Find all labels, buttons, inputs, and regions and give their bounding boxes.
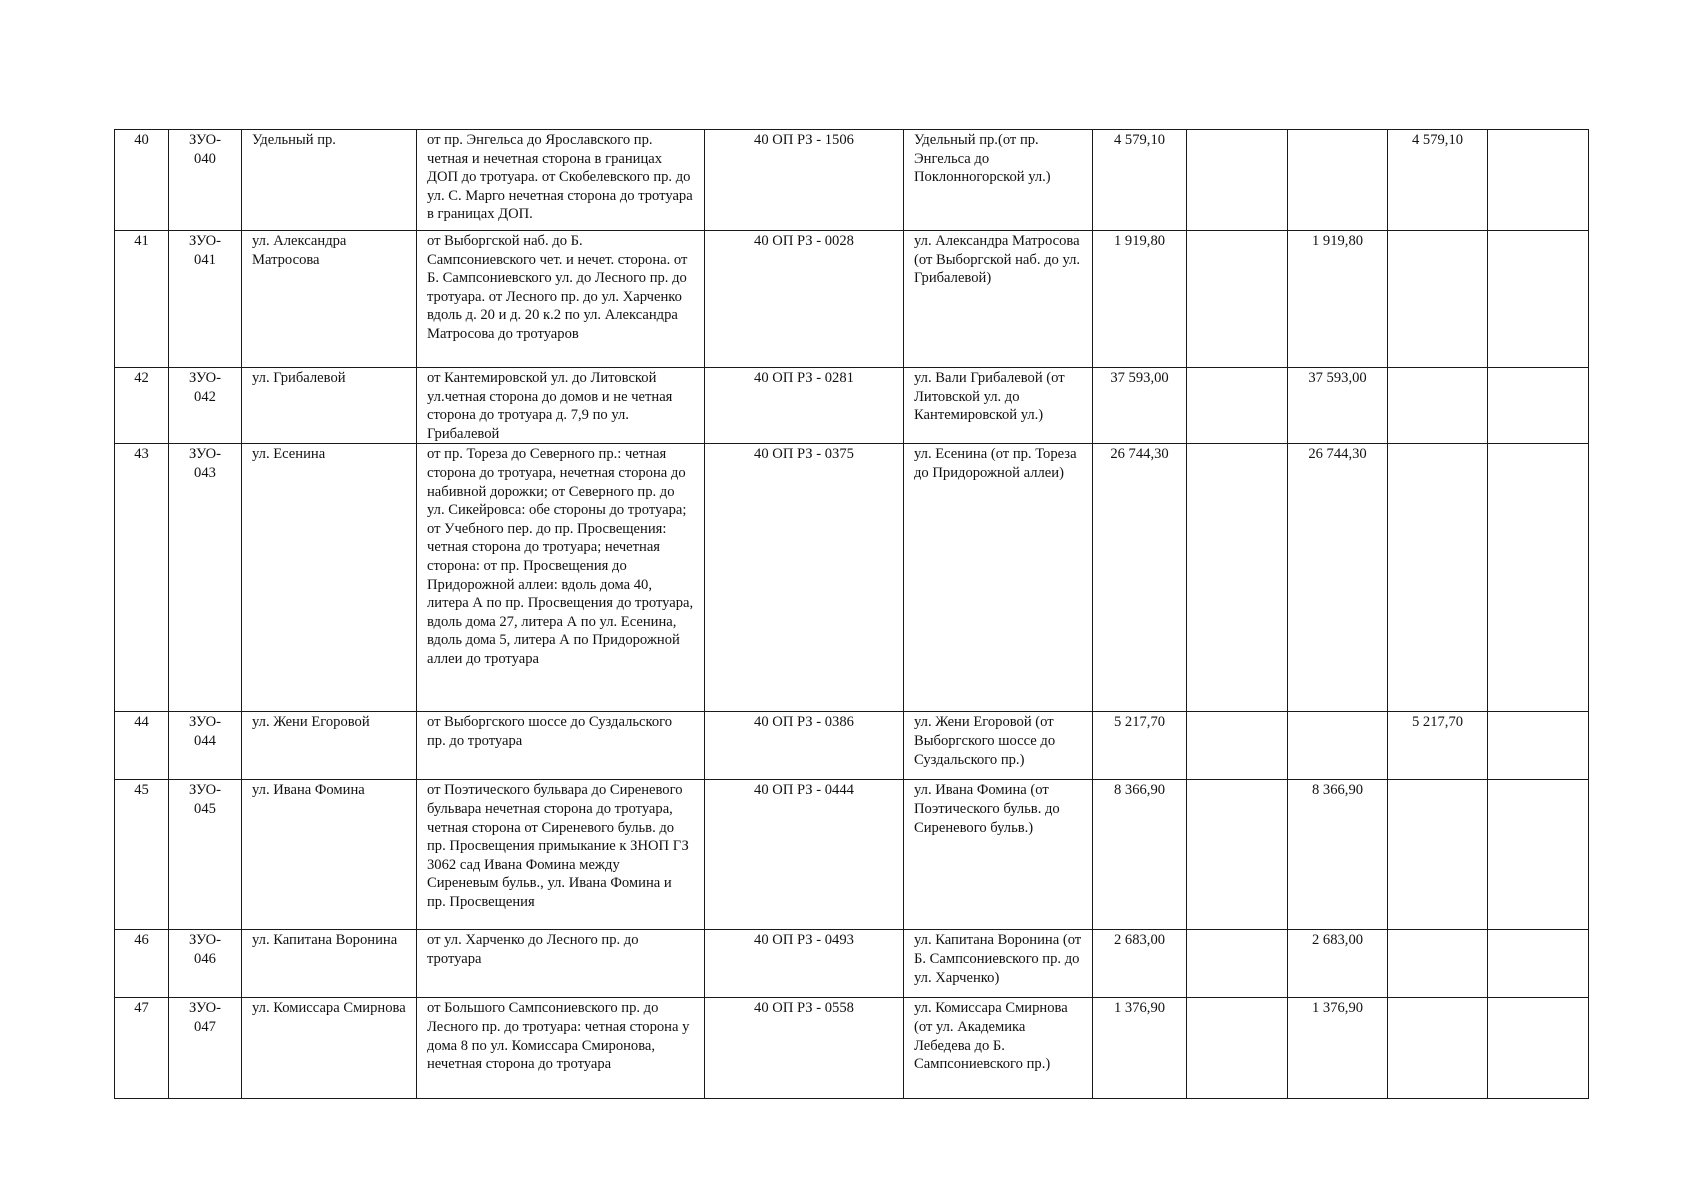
cell-object-code <box>169 712 242 780</box>
cell-registry-number <box>705 998 904 1099</box>
cell-value-col-2 <box>1288 444 1388 712</box>
value-col-2-text: 1 919,80 <box>1311 233 1364 249</box>
total-area-text: 4 579,10 <box>1113 132 1166 148</box>
boundary-description-text: от ул. Харченко до Лесного пр. до тротуара <box>427 932 639 967</box>
cell-value-col-4 <box>1488 930 1589 998</box>
table-row <box>115 130 1589 231</box>
cell-total-area <box>1093 444 1187 712</box>
registry-number-text: 40 ОП РЗ - 0028 <box>754 233 854 249</box>
value-col-2-text: 8 366,90 <box>1311 782 1364 799</box>
row-number-text: 45 <box>134 782 149 799</box>
cell-boundary-description <box>417 998 705 1099</box>
cell-value-col-2 <box>1288 998 1388 1099</box>
object-code-text: ЗУО- 043 <box>189 446 221 481</box>
street-name-text: ул. Жени Егоровой <box>252 714 370 731</box>
registry-number-text: 40 ОП РЗ - 0558 <box>754 1000 854 1017</box>
cell-row-number <box>115 998 169 1099</box>
road-segment-text: ул. Александра Матросова (от Выборгской наб. до ул. Грибалевой) <box>914 233 1081 287</box>
total-area-text: 2 683,00 <box>1113 932 1166 949</box>
cell-value-col-2 <box>1288 130 1388 231</box>
street-name-text: ул. Капитана Воронина <box>252 932 398 949</box>
road-segment-text: Удельный пр.(от пр. Энгельса до Поклонногорской ул.) <box>914 132 1051 186</box>
cell-road-segment <box>904 930 1093 998</box>
value-col-2-text: 1 376,90 <box>1311 1000 1364 1017</box>
cell-value-col-1 <box>1187 998 1288 1099</box>
street-name-text: ул. Комиссара Смирнова <box>252 1000 406 1017</box>
cell-registry-number <box>705 930 904 998</box>
cell-value-col-3 <box>1388 998 1488 1099</box>
cell-registry-number <box>705 368 904 444</box>
street-name-text: ул. Ивана Фомина <box>252 782 365 799</box>
total-area-text: 26 744,30 <box>1110 446 1169 463</box>
cell-street-name <box>242 998 417 1099</box>
value-col-2-text: 26 744,30 <box>1308 446 1367 463</box>
cell-row-number <box>115 444 169 712</box>
cell-total-area <box>1093 712 1187 780</box>
cell-row-number <box>115 130 169 231</box>
cell-object-code <box>169 444 242 712</box>
cell-street-name <box>242 930 417 998</box>
cell-row-number <box>115 368 169 444</box>
object-code-text: ЗУО- 046 <box>189 932 221 967</box>
cell-road-segment <box>904 998 1093 1099</box>
object-code-text: ЗУО- 045 <box>189 782 221 817</box>
value-col-2-text: 2 683,00 <box>1311 932 1364 949</box>
cell-object-code <box>169 780 242 930</box>
cell-value-col-1 <box>1187 444 1288 712</box>
boundary-description-text: от Поэтического бульвара до Сиреневого бульвара нечетная сторона до тротуара, четная сторона от Сиреневого бульв. до пр. Просвещения примыкание к ЗНОП ГЗ 3062 сад Ивана Фомина между Сиреневым бульв., ул. Ивана Фомина и пр. Просвещения <box>427 782 689 910</box>
cell-street-name <box>242 780 417 930</box>
cell-registry-number <box>705 444 904 712</box>
street-name-text: ул. Грибалевой <box>252 370 346 386</box>
cell-total-area <box>1093 780 1187 930</box>
road-segment-text: ул. Капитана Воронина (от Б. Сампсониевского пр. до ул. Харченко) <box>914 932 1082 986</box>
cell-value-col-1 <box>1187 368 1288 444</box>
cell-value-col-4 <box>1488 368 1589 444</box>
cell-street-name <box>242 231 417 368</box>
cell-registry-number <box>705 130 904 231</box>
cell-boundary-description <box>417 780 705 930</box>
boundary-description-text: от пр. Энгельса до Ярославского пр. четная и нечетная сторона в границах ДОП до тротуара. от Скобелевского пр. до ул. С. Марго нечетная сторона до тротуара в границах ДОП. <box>427 132 693 223</box>
boundary-description-text: от пр. Тореза до Северного пр.: четная сторона до тротуара, нечетная сторона до набивной дорожки; от Северного пр. до ул. Сикейровса: обе стороны до тротуара; от Учебного пер. до пр. Просвещения: четная сторона до тротуара; нечетная сторона: от пр. Просвещения до Придорожной аллеи: вдоль дома 40, литера А по пр. Просвещения до тротуара, вдоль дома 27, литера А по ул. Есенина, вдоль дома 5, литера А по Придорожной аллеи до тротуара <box>427 446 694 667</box>
object-code-text: ЗУО- 042 <box>189 370 221 405</box>
cell-value-col-2 <box>1288 712 1388 780</box>
cell-registry-number <box>705 231 904 368</box>
cell-value-col-1 <box>1187 130 1288 231</box>
row-number-text: 42 <box>134 370 149 386</box>
document-table <box>114 129 1589 1099</box>
street-name-text: ул. Александра Матросова <box>252 233 347 268</box>
table-row <box>115 231 1589 368</box>
cell-value-col-3 <box>1388 231 1488 368</box>
cell-road-segment <box>904 368 1093 444</box>
cell-street-name <box>242 444 417 712</box>
cell-total-area <box>1093 930 1187 998</box>
row-number-text: 40 <box>134 132 149 148</box>
cell-value-col-1 <box>1187 231 1288 368</box>
total-area-text: 1 919,80 <box>1113 233 1166 249</box>
row-number-text: 43 <box>134 446 149 463</box>
road-segment-text: ул. Жени Егоровой (от Выборгского шоссе до Суздальского пр.) <box>914 714 1056 768</box>
row-number-text: 47 <box>134 1000 149 1017</box>
cell-value-col-4 <box>1488 712 1589 780</box>
cell-value-col-2 <box>1288 930 1388 998</box>
boundary-description-text: от Большого Сампсониевского пр. до Лесного пр. до тротуара: четная сторона у дома 8 по ул. Комиссара Смиронова, нечетная сторона до тротуара <box>427 1000 690 1073</box>
cell-value-col-3 <box>1388 930 1488 998</box>
road-segment-text: ул. Есенина (от пр. Тореза до Придорожной аллеи) <box>914 446 1077 481</box>
registry-number-text: 40 ОП РЗ - 1506 <box>754 132 854 148</box>
table-row <box>115 368 1589 444</box>
cell-row-number <box>115 231 169 368</box>
road-segment-text: ул. Ивана Фомина (от Поэтического бульв. до Сиреневого бульв.) <box>914 782 1060 836</box>
registry-number-text: 40 ОП РЗ - 0281 <box>754 370 854 386</box>
cell-object-code <box>169 231 242 368</box>
cell-object-code <box>169 368 242 444</box>
road-segment-text: ул. Комиссара Смирнова (от ул. Академика Лебедева до Б. Сампсониевского пр.) <box>914 1000 1068 1073</box>
object-code-text: ЗУО- 040 <box>189 132 221 167</box>
registry-number-text: 40 ОП РЗ - 0375 <box>754 446 854 463</box>
cell-boundary-description <box>417 712 705 780</box>
cell-street-name <box>242 368 417 444</box>
cell-road-segment <box>904 444 1093 712</box>
cell-boundary-description <box>417 444 705 712</box>
total-area-text: 5 217,70 <box>1113 714 1166 731</box>
cell-value-col-1 <box>1187 930 1288 998</box>
cell-street-name <box>242 712 417 780</box>
cell-object-code <box>169 998 242 1099</box>
value-col-3-text: 4 579,10 <box>1411 132 1464 148</box>
cell-value-col-3 <box>1388 780 1488 930</box>
cell-value-col-4 <box>1488 444 1589 712</box>
cell-value-col-3 <box>1388 368 1488 444</box>
street-name-text: ул. Есенина <box>252 446 326 463</box>
boundary-description-text: от Кантемировской ул. до Литовской ул.четная сторона до домов и не четная сторона до тротуара д. 7,9 по ул. Грибалевой <box>427 370 673 442</box>
cell-value-col-3 <box>1388 444 1488 712</box>
value-col-2-text: 37 593,00 <box>1308 370 1367 386</box>
object-code-text: ЗУО- 044 <box>189 714 221 749</box>
registry-number-text: 40 ОП РЗ - 0444 <box>754 782 854 799</box>
cell-boundary-description <box>417 368 705 444</box>
cell-road-segment <box>904 231 1093 368</box>
table-body <box>115 130 1589 1099</box>
cell-value-col-1 <box>1187 780 1288 930</box>
cell-registry-number <box>705 780 904 930</box>
table-row <box>115 998 1589 1099</box>
cell-value-col-4 <box>1488 780 1589 930</box>
object-code-text: ЗУО- 047 <box>189 1000 221 1035</box>
cell-value-col-2 <box>1288 780 1388 930</box>
table-row <box>115 712 1589 780</box>
total-area-text: 1 376,90 <box>1113 1000 1166 1017</box>
boundary-description-text: от Выборгского шоссе до Суздальского пр. до тротуара <box>427 714 673 749</box>
registry-number-text: 40 ОП РЗ - 0386 <box>754 714 854 731</box>
cell-registry-number <box>705 712 904 780</box>
row-number-text: 44 <box>134 714 149 731</box>
row-number-text: 46 <box>134 932 149 949</box>
cell-street-name <box>242 130 417 231</box>
cell-road-segment <box>904 780 1093 930</box>
street-name-text: Удельный пр. <box>252 132 336 148</box>
cell-row-number <box>115 780 169 930</box>
table-row <box>115 444 1589 712</box>
total-area-text: 37 593,00 <box>1110 370 1169 386</box>
cell-value-col-3 <box>1388 130 1488 231</box>
cell-value-col-2 <box>1288 368 1388 444</box>
object-code-text: ЗУО- 041 <box>189 233 221 268</box>
cell-boundary-description <box>417 231 705 368</box>
cell-value-col-4 <box>1488 130 1589 231</box>
cell-row-number <box>115 930 169 998</box>
cell-value-col-2 <box>1288 231 1388 368</box>
cell-value-col-4 <box>1488 998 1589 1099</box>
cell-boundary-description <box>417 130 705 231</box>
cell-road-segment <box>904 130 1093 231</box>
table-row <box>115 780 1589 930</box>
registry-number-text: 40 ОП РЗ - 0493 <box>754 932 854 949</box>
road-segment-text: ул. Вали Грибалевой (от Литовской ул. до Кантемировской ул.) <box>914 370 1065 424</box>
row-number-text: 41 <box>134 233 149 249</box>
cell-road-segment <box>904 712 1093 780</box>
cell-value-col-4 <box>1488 231 1589 368</box>
value-col-3-text: 5 217,70 <box>1411 714 1464 731</box>
cell-value-col-3 <box>1388 712 1488 780</box>
cell-total-area <box>1093 998 1187 1099</box>
cell-value-col-1 <box>1187 712 1288 780</box>
boundary-description-text: от Выборгской наб. до Б. Сампсониевского чет. и нечет. сторона. от Б. Сампсониевского ул. до Лесного пр. до тротуара. от Лесного пр. до ул. Харченко вдоль д. 20 и д. 20 к.2 по ул. Александра Матросова до тротуаров <box>427 233 688 342</box>
cell-total-area <box>1093 231 1187 368</box>
cell-row-number <box>115 712 169 780</box>
cell-object-code <box>169 930 242 998</box>
cell-boundary-description <box>417 930 705 998</box>
cell-object-code <box>169 130 242 231</box>
cell-total-area <box>1093 368 1187 444</box>
total-area-text: 8 366,90 <box>1113 782 1166 799</box>
cell-total-area <box>1093 130 1187 231</box>
table-row <box>115 930 1589 998</box>
